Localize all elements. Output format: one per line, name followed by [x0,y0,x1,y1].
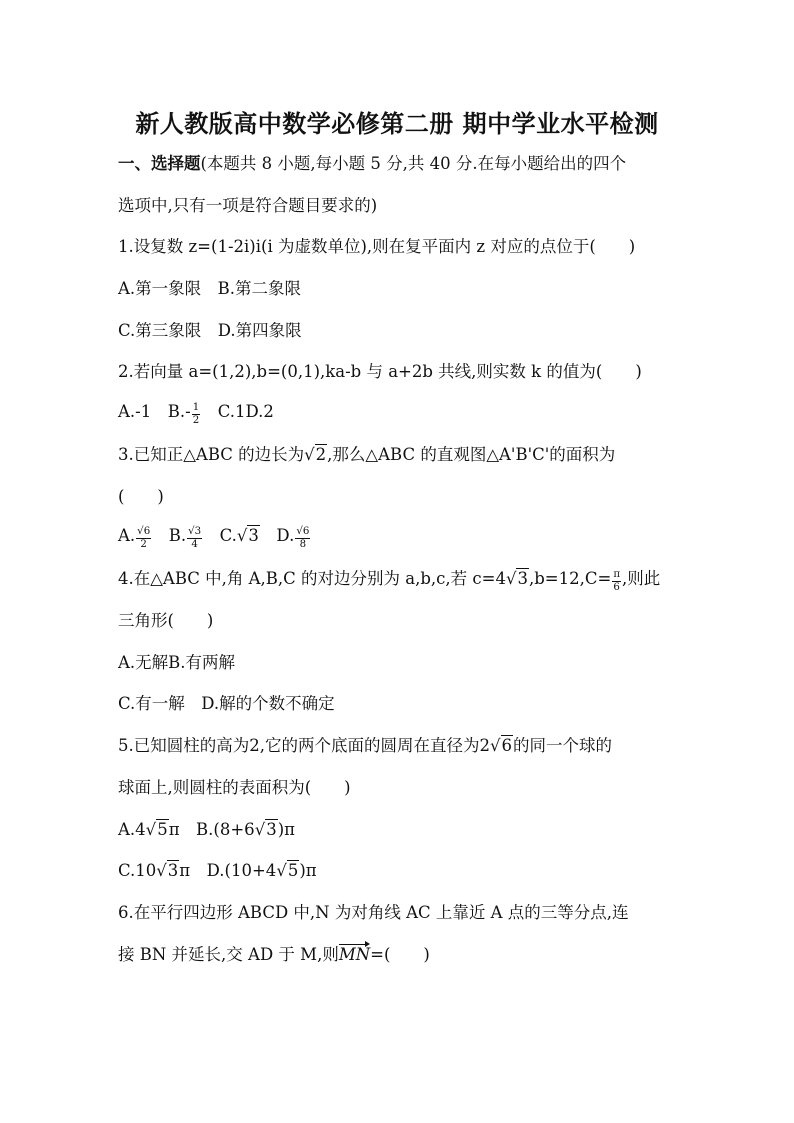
radical-sign: √ [276,861,287,880]
sqrt-expression [490,736,513,755]
radicand: 3 [167,861,179,880]
q4-stem-text-cont: ,b=12,C= [528,569,612,588]
radical-sign: √ [145,820,157,839]
q5-option-a-end: π [168,820,180,839]
sqrt-expression [146,820,169,839]
q3-option-d-fraction [295,526,310,551]
q3-stem-text-cont: ,那么△ABC 的直观图△A'B'C'的面积为 [327,445,616,464]
sqrt-expression [237,526,260,545]
q5-option-a: A.4 [118,820,146,839]
fraction-numerator: 1 [192,401,200,413]
radical-sign: √ [489,736,501,755]
question-1-options-cd: C.第三象限 D.第四象限 [118,321,302,340]
fraction-numerator: √3 [188,525,202,537]
q5-option-d: D.(10+4 [190,861,277,880]
q3-option-a-label: A. [118,526,136,545]
question-5-stem-cont: 球面上,则圆柱的表面积为( ) [118,778,351,797]
radicand: 6 [302,525,310,537]
radicand: 3 [248,526,259,545]
q6-stem-text-end: =( ) [370,945,430,964]
q2-option-b-fraction [192,402,201,427]
sqrt-expression [506,569,529,588]
q4-angle-fraction [612,569,621,594]
question-4-stem [118,565,660,593]
radical-sign: √ [236,526,248,545]
fraction-denominator: 4 [191,538,198,550]
section-description-cont: 选项中,只有一项是符合题目要求的) [118,196,378,215]
question-4-options-ab: A.无解B.有两解 [118,653,236,672]
section-label: 一、选择题 [118,154,201,173]
sqrt-expression [304,445,327,464]
page-title: 新人教版高中数学必修第二册 期中学业水平检测 [135,110,659,138]
radicand: 5 [287,861,299,880]
q3-option-b-label: B. [152,526,187,545]
radicand: 3 [266,820,277,839]
radical-sign: √ [304,445,315,464]
question-5-options-cd [118,857,317,881]
radicand: 5 [157,820,168,839]
q5-option-d-end: )π [299,861,317,880]
fraction-numerator: √6 [296,525,310,537]
q3-stem-text: 3.已知正△ABC 的边长为 [118,445,305,464]
question-6-stem-cont [118,941,430,965]
q3-option-a-fraction [136,526,151,551]
sqrt-expression [276,861,299,880]
q5-option-b-end: )π [277,820,295,839]
question-3-stem [118,441,615,465]
q5-stem-text-cont: 的同一个球的 [513,736,612,755]
sqrt-expression [156,861,179,880]
question-3-paren: ( ) [118,487,164,506]
radical-sign: √ [156,861,167,880]
q3-option-d-label: D. [259,526,295,545]
q2-option-cd: C.1D.2 [201,402,274,421]
q5-option-c-end: π [179,861,191,880]
radicand: 2 [315,445,327,464]
fraction-denominator: 6 [613,581,620,593]
q4-stem-text: 4.在△ABC 中,角 A,B,C 的对边分别为 a,b,c,若 c=4 [118,569,506,588]
q4-stem-text-end: ,则此 [622,569,661,588]
q2-option-a: A.-1 B.- [118,402,191,421]
radicand: 6 [501,736,512,755]
question-3-options [118,522,311,550]
radicand: 3 [194,525,202,537]
question-2-stem: 2.若向量 a=(1,2),b=(0,1),ka-b 与 a+2b 共线,则实数 k 的值为( ) [118,362,642,381]
q5-option-c: C.10 [118,861,157,880]
q3-option-b-fraction [187,526,202,551]
question-1-stem: 1.设复数 z=(1-2i)i(i 为虚数单位),则在复平面内 z 对应的点位于( ) [118,237,636,256]
vector-mn: MN [338,945,371,964]
q6-stem-text: 接 BN 并延长,交 AD 于 M,则 [118,945,339,964]
radical-sign: √ [254,820,266,839]
question-5-stem [118,732,612,756]
fraction-denominator: 2 [140,538,147,550]
sqrt-expression [255,820,278,839]
fraction-denominator: 2 [192,414,200,426]
radicand: 3 [517,569,528,588]
section-description: (本题共 8 小题,每小题 5 分,共 40 分.在每小题给出的四个 [200,154,627,173]
section-heading-line [118,150,626,174]
question-1-options-ab: A.第一象限 B.第二象限 [118,279,302,298]
q3-option-c-label: C. [203,526,237,545]
question-5-options-ab [118,816,295,840]
question-6-stem: 6.在平行四边形 ABCD 中,N 为对角线 AC 上靠近 A 点的三等分点,连 [118,903,629,922]
fraction-numerator: √6 [137,525,151,537]
fraction-numerator: π [613,568,621,580]
question-2-options [118,398,274,426]
question-4-stem-cont: 三角形( ) [118,611,214,630]
q5-option-b: B.(8+6 [179,820,255,839]
radicand: 6 [143,525,151,537]
question-4-options-cd: C.有一解 D.解的个数不确定 [118,694,335,713]
q5-stem-text: 5.已知圆柱的高为2,它的两个底面的圆周在直径为2 [118,736,490,755]
fraction-denominator: 8 [299,538,307,550]
radical-sign: √ [505,569,517,588]
